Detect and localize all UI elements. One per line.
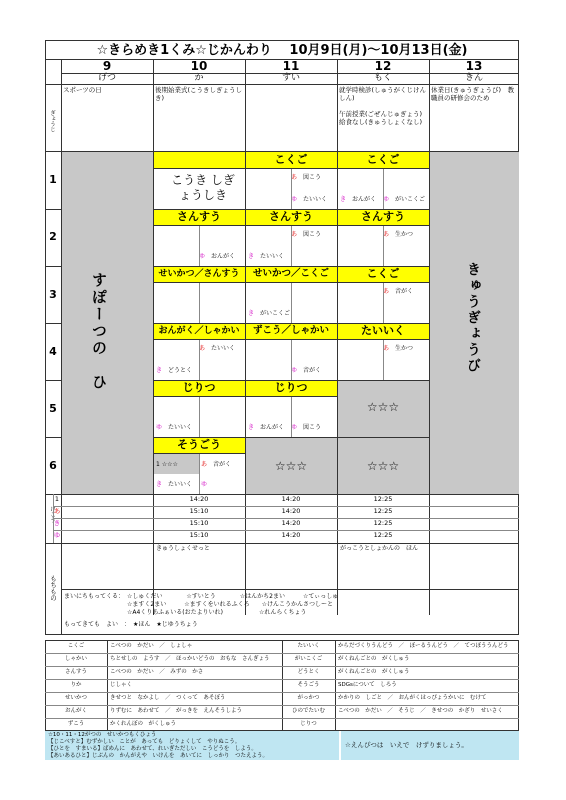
cell-tue-4: おんがく／しゃかい あ たいいく き どうとく (153, 323, 245, 380)
divider (53, 530, 519, 531)
divider (45, 323, 61, 324)
cell-wed-5: じりつ き おんがく ゆ 図こう (245, 380, 337, 437)
gekou-tue-1: 14:20 (189, 495, 209, 503)
stars-label: ☆☆☆ (366, 400, 400, 414)
subject-label: ずこう／しゃかい (245, 323, 337, 340)
divider (45, 543, 519, 544)
legend-left-contents: こべつの かだい ／ しょしゃ ちとせしの ようす ／ ほっかいどうの おもな さんぎょう こべつの かだい ／ みずの かさ じしゃく きせつと なかよし ／ つくって あそぼう りずむに あわせて ／ がっきを えんそうしよう かくれんぼの がくしゅう (110, 643, 270, 727)
divider (61, 589, 519, 590)
divider (199, 226, 200, 266)
mainichi-line-1: まいにちもってくる： ☆しゅくだい ☆すいとう ☆はんかち2まい ☆てぃっしゅ (64, 593, 339, 600)
divider (291, 169, 292, 209)
divider (153, 209, 429, 210)
divider (153, 323, 429, 324)
cell-thu-3: こくご あ 音がく (337, 266, 429, 323)
day-header-mon: 9 げつ (97, 59, 116, 83)
gekou-thu-2: 12:25 (373, 507, 393, 515)
gekou-thu-1: 12:25 (373, 495, 393, 503)
gekou-label: げこう (49, 506, 55, 523)
legend-right-names: たいいく がいこくご どうとく そうごう がっかつ ひのでたいむ じりつ (291, 643, 325, 727)
gyouji-mon: スポーツの日 (63, 86, 102, 94)
cell-thu-1: こくご き おんがく ゆ がいこくご (337, 152, 429, 209)
divider (199, 283, 200, 323)
stars-label: ☆☆☆ (274, 459, 308, 473)
subject-label: さんすう (337, 209, 429, 226)
subject-label: こくご (245, 152, 337, 169)
period-2: 2 (49, 230, 57, 243)
divider (53, 518, 519, 519)
gyouji-wed (245, 85, 337, 151)
subject-label: じりつ (153, 380, 245, 397)
cell-wed-2: さんすう あ 図こう き たいいく (245, 209, 337, 266)
mainichi-line-2: ☆ますく2まい ☆ますくをいれるふくろ ☆けんこうかんさつしーと (127, 601, 333, 608)
subject-label: たいいく (337, 323, 429, 340)
subject-label: おんがく／しゃかい (153, 323, 245, 340)
divider (45, 209, 61, 210)
day-header-tue: 10 か (190, 59, 208, 83)
legend-left-names: こくご しゃかい さんすう りか せいかつ おんがく ずこう (64, 643, 87, 727)
divider (199, 340, 200, 380)
divider (45, 380, 61, 381)
gekou-row-1: 1 (54, 495, 60, 503)
day-header-thu: 12 もく (373, 59, 392, 83)
divider (61, 60, 62, 635)
gekou-row-ki: き (53, 519, 61, 527)
gekou-wed-4: 14:20 (281, 531, 301, 539)
legend-right-contents: からだづくりうんどう ／ ぼーるうんどう ／ てつぼううんどう がくねんごとの がくしゅう がくねんごとの がくしゅう SDGsについて しろう かかりの しごと ／ おんがくはっぴょうかいに むけて こべつの かだい ／ そうじ ／ きせつの かざり せいさく (338, 643, 509, 714)
cell-thu-5 (337, 380, 429, 437)
divider (153, 437, 429, 438)
cell-wed-4: ずこう／しゃかい ゆ 音がく (245, 323, 337, 380)
divider (45, 437, 61, 438)
cell-thu-4: たいいく あ 生かつ (337, 323, 429, 380)
day-header-wed: 11 すい (281, 59, 300, 83)
cell-tue-6: そうごう 1 ☆☆☆ あ 音がく き たいいく ゆ (153, 437, 245, 494)
cell-wed-3: せいかつ／こくご き がいこくご (245, 266, 337, 323)
subject-bar (153, 152, 245, 169)
divider (153, 380, 429, 381)
period-1: 1 (49, 173, 57, 186)
day-header-fri: 13 きん (464, 59, 483, 83)
cell-tue-2: さんすう ゆ おんがく (153, 209, 245, 266)
divider (383, 283, 384, 323)
mainichi-line-3: ☆A4くりあふぁいる(おたよりいれ) ☆れんらくちょう (127, 609, 307, 616)
subject-label: こくご (337, 152, 429, 169)
subject-label: せいかつ／こくご (245, 266, 337, 283)
gekou-wed-2: 14:20 (281, 507, 301, 515)
gekou-tue-3: 15:10 (189, 519, 209, 527)
period-4: 4 (49, 345, 57, 358)
friday-holiday-label: きゅうぎょうび (465, 262, 481, 374)
gekou-thu-3: 12:25 (373, 519, 393, 527)
cell-tue-1 (153, 152, 245, 209)
subject-label: じりつ (245, 380, 337, 397)
subject-label: さんすう (245, 209, 337, 226)
divider (61, 73, 519, 74)
divider (383, 169, 384, 209)
gekou-wed-1: 14:20 (281, 495, 301, 503)
monday-holiday-label: すぽーつの ひ (90, 272, 108, 391)
subject-label: さんすう (153, 209, 245, 226)
gekou-tue-4: 15:10 (189, 531, 209, 539)
divider (291, 397, 292, 437)
subject-label: そうごう (153, 437, 245, 454)
period-6: 6 (49, 459, 57, 472)
gyouji-fri: 休業日(きゅうぎょうび) 教職員の研修会のため (431, 86, 515, 102)
divider (383, 340, 384, 380)
gekou-thu-4: 12:25 (373, 531, 393, 539)
stars-label: ☆☆☆ (366, 459, 400, 473)
cell-wed-6 (245, 437, 337, 494)
subject-label: せいかつ／さんすう (153, 266, 245, 283)
monday-holiday-block (61, 152, 153, 494)
divider (153, 266, 429, 267)
divider (45, 266, 61, 267)
subject-label: こくご (337, 266, 429, 283)
divider (291, 283, 292, 323)
mochimono-label: もちもの (49, 575, 57, 601)
seikatsu-mokuhyou: ☆10・11・12がつの せいかつもくひょう 【じこべすと】むずかしい ことが あっても どりょくして やりぬこう。 【ひとを すまいる】ばめんに あわせて、れいぎただしい こうどうを しよう。 【あいあるひと】じぶんの かんがえや いけんを あいてに しっかり つたえよう。 (45, 731, 339, 760)
cell-wed-1: こくご あ 図こう ゆ たいいく (245, 152, 337, 209)
gekou-row-yu: ゆ (53, 531, 61, 539)
cell-tue-5: じりつ ゆ たいいく (153, 380, 245, 437)
period-3: 3 (49, 288, 57, 301)
divider (291, 340, 292, 380)
divider (199, 454, 200, 494)
divider (199, 397, 200, 437)
cell-thu-6 (337, 437, 429, 494)
divider (429, 60, 430, 615)
period-5: 5 (49, 402, 57, 415)
cell-main-text: こうき しぎょうしき (171, 173, 235, 202)
gyouji-thu: 就学時検診(しゅうがくじけんしん) 午前授業(ごぜんじゅぎょう) 給食なし(きゅうしょくなし) (339, 86, 427, 126)
divider (53, 506, 519, 507)
timetable-sheet (45, 40, 519, 760)
gekou-wed-3: 14:20 (281, 519, 301, 527)
gekou-row-a: あ (53, 507, 61, 515)
motte-kitemo-yoi: もってきても よい ： ★ほん ★じゆうちょう (64, 621, 198, 628)
divider (383, 226, 384, 266)
gyouji-tue: 後期始業式(こうきしぎょうしき) (155, 86, 243, 102)
mochimono-tue: きゅうしょくせっと (156, 545, 210, 552)
divider (291, 226, 292, 266)
page-title: ☆きらめき1くみ☆じかんわり 10月9日(月)～10月13日(金) (45, 40, 519, 60)
mochimono-thu: がっこうとしょかんの ほん (340, 545, 419, 552)
friday-holiday-block (429, 152, 519, 494)
gyouji-label: ぎょうじ (49, 110, 55, 132)
enpitsu-note: ☆えんぴつは いえで けずりましょう。 (341, 731, 519, 760)
cell-thu-2: さんすう あ 生かつ (337, 209, 429, 266)
gekou-tue-2: 15:10 (189, 507, 209, 515)
